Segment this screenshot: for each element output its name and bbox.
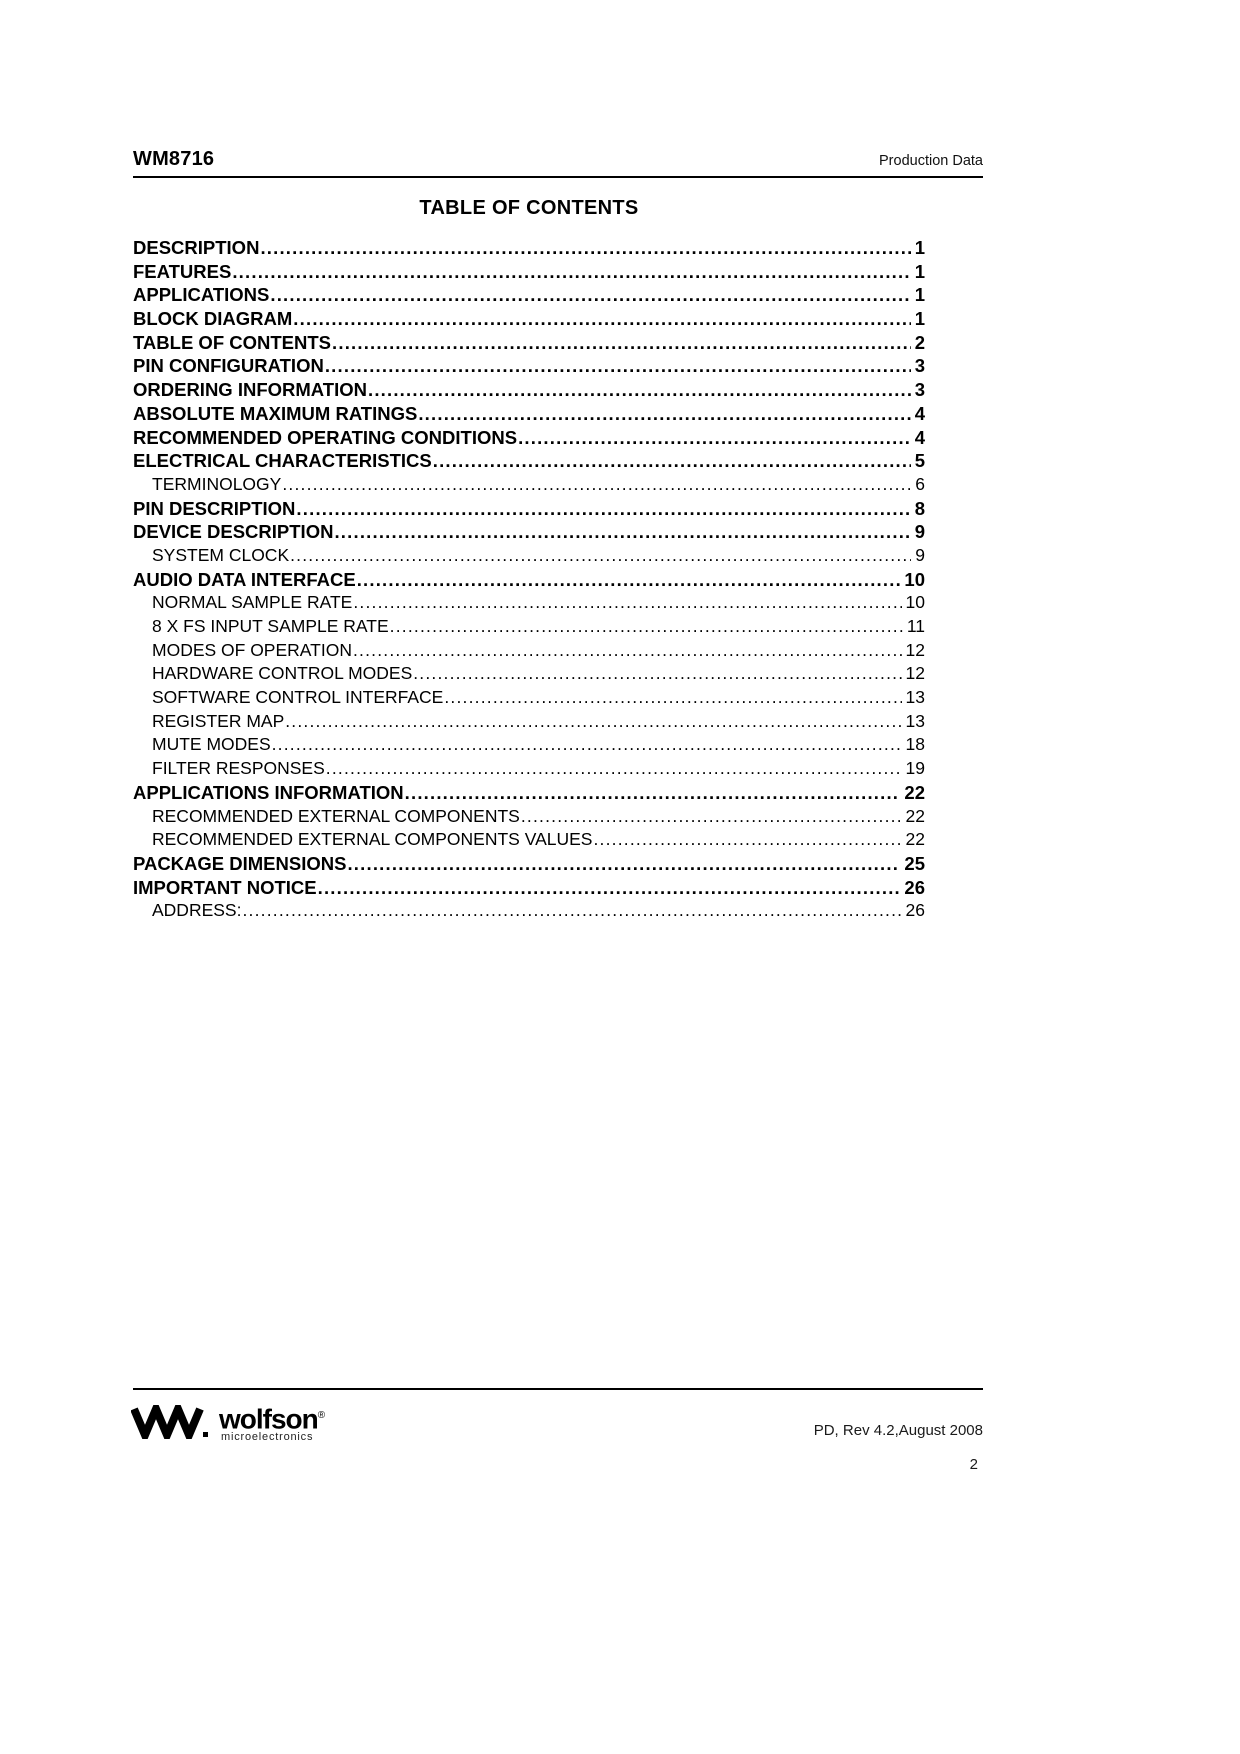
toc-entry-page: 22 [905,805,925,826]
document-number: WM8716 [133,148,215,170]
toc-entry-title: SYSTEM CLOCK [152,544,290,565]
dot-leader [293,307,910,331]
toc-entry[interactable] [133,331,925,355]
header-divider [133,176,983,178]
toc-entry-page: 25 [904,852,925,874]
toc-entry[interactable] [133,544,925,568]
toc-entry-title: RECOMMENDED EXTERNAL COMPONENTS VALUES [152,829,593,850]
toc-entry[interactable] [133,473,925,497]
toc-entry-title: MUTE MODES [152,734,271,755]
dot-leader [296,497,910,521]
toc-entry-page: 9 [915,544,925,565]
toc-entry-title: 8 X FS INPUT SAMPLE RATE [152,616,389,636]
toc-entry-page: 2 [914,331,925,353]
toc-entry-title: NORMAL SAMPLE RATE [152,592,353,613]
dot-leader [413,662,901,686]
toc-entry-page: 6 [915,473,925,494]
dot-leader [232,260,910,284]
toc-entry[interactable] [133,591,925,615]
toc-entry[interactable] [133,260,925,284]
toc-entry[interactable] [133,781,925,805]
toc-entry-title: ELECTRICAL CHARACTERISTICS [133,450,432,472]
toc-entry-title: RECOMMENDED OPERATING CONDITIONS [133,426,518,448]
toc-entry-page: 12 [905,663,925,684]
toc-entry-page: 10 [904,568,925,590]
toc-entry-page: 13 [905,710,925,731]
dot-leader [282,473,911,497]
toc-entry-title: ABSOLUTE MAXIMUM RATINGS [133,402,418,424]
toc-entry[interactable] [133,402,925,426]
toc-entry-page: 26 [904,876,925,898]
toc-entry-title: ORDERING INFORMATION [133,379,367,401]
dot-leader [347,852,900,876]
toc-entry[interactable] [133,805,925,829]
toc-entry-title: MODES OF OPERATION [152,639,352,660]
dot-leader [521,805,902,829]
toc-entry-title: FEATURES [133,260,232,282]
dot-leader [518,426,911,450]
toc-entry-page: 1 [914,260,925,282]
dot-leader [418,402,910,426]
toc-entry[interactable] [133,497,925,521]
toc-entry-title: IMPORTANT NOTICE [133,876,317,898]
toc-entry-title: TABLE OF CONTENTS [133,331,332,353]
toc-entry-title: PACKAGE DIMENSIONS [133,852,347,874]
toc-entry[interactable] [133,899,925,923]
dot-leader [405,781,901,805]
toc-entry-page: 4 [914,426,925,448]
toc-entry-title: APPLICATIONS INFORMATION [133,781,404,803]
toc-entry-page: 1 [914,284,925,306]
toc-entry[interactable] [133,710,925,734]
dot-leader [318,876,901,900]
toc-entry[interactable] [133,852,925,876]
toc-entry-page: 9 [914,521,925,543]
toc-entry-title: APPLICATIONS [133,284,270,306]
wolfson-logo-icon [131,1405,211,1439]
toc-entry-title: SOFTWARE CONTROL INTERFACE [152,687,444,708]
wolfson-logo-subtext: microelectronics [221,1431,314,1444]
toc-entry[interactable] [133,307,925,331]
toc-entry-page: 3 [914,355,925,377]
toc-entry-title: TERMINOLOGY [152,473,282,494]
dot-leader [357,568,901,592]
page-header [133,148,983,178]
dot-leader [270,283,910,307]
wolfson-logo [131,1402,324,1443]
toc-entry-title: BLOCK DIAGRAM [133,308,293,330]
dot-leader [242,899,901,923]
toc-entry[interactable] [133,733,925,757]
toc-entry[interactable] [133,757,925,781]
toc-entry-page: 22 [904,781,925,803]
toc-entry-page: 12 [905,639,925,660]
dot-leader [326,757,902,781]
dot-leader [260,236,910,260]
toc-entry-title: FILTER RESPONSES [152,758,325,779]
production-data-label: Production Data [879,153,983,169]
toc-entry-page: 10 [905,592,925,613]
toc-entry-title: RECOMMENDED EXTERNAL COMPONENTS [152,805,520,826]
toc-entry-page: 8 [914,497,925,519]
toc-entry[interactable] [133,615,925,639]
toc-entry[interactable] [133,283,925,307]
toc-entry-title: DESCRIPTION [133,237,260,258]
toc-entry-title: HARDWARE CONTROL MODES [152,663,413,684]
toc-entry[interactable] [133,236,925,260]
page-title: TABLE OF CONTENTS [419,197,639,219]
toc-entry-page: 22 [905,829,925,850]
dot-leader [272,733,902,757]
dot-leader [444,686,901,710]
toc-entry[interactable] [133,662,925,686]
dot-leader [593,828,901,852]
dot-leader [332,331,911,355]
dot-leader [368,378,911,402]
dot-leader [353,639,902,663]
toc-entry-page: 1 [914,308,925,330]
toc-entry[interactable] [133,686,925,710]
toc-entry[interactable] [133,876,925,900]
toc-entry-title: REGISTER MAP [152,710,285,731]
dot-leader [353,591,901,615]
toc-entry-title: PIN CONFIGURATION [133,355,324,377]
toc-entry-title: PIN DESCRIPTION [133,497,296,519]
registered-trademark-icon: ® [317,1410,325,1421]
header-row [133,148,983,171]
toc-entry[interactable] [133,520,925,544]
toc-entry-page: 13 [905,687,925,708]
toc-entry-page: 26 [905,900,925,921]
toc-entry[interactable] [133,568,925,592]
dot-leader [390,615,903,639]
toc-entry[interactable] [133,354,925,378]
page-number: 2 [969,1456,978,1473]
dot-leader [334,520,910,544]
footer-divider [133,1388,983,1390]
dot-leader [325,354,911,378]
toc-entry-page: 3 [914,379,925,401]
toc-entry-title: ADDRESS: [152,900,242,921]
toc-entry-page: 19 [905,758,925,779]
wolfson-logo-word: wolfson® [219,1403,325,1435]
toc-entry[interactable] [133,639,925,663]
toc-entry-title: DEVICE DESCRIPTION [133,521,334,543]
toc-entry-page: 4 [914,402,925,424]
toc-entry[interactable] [133,426,925,450]
wolfson-logo-text [219,1402,324,1443]
toc-entry[interactable] [133,828,925,852]
toc-entry-page: 18 [905,734,925,755]
dot-leader [285,710,901,734]
toc-entry[interactable] [133,378,925,402]
revision-text: PD, Rev 4.2,August 2008 [813,1422,983,1439]
toc-entry-page: 1 [914,237,925,258]
toc-entry-page: 5 [914,450,925,472]
dot-leader [290,544,911,568]
toc-entry-title: AUDIO DATA INTERFACE [133,568,356,590]
dot-leader [433,449,911,473]
toc-entry[interactable] [133,449,925,473]
toc-entry-page: 11 [906,616,925,636]
table-of-contents [133,236,925,923]
